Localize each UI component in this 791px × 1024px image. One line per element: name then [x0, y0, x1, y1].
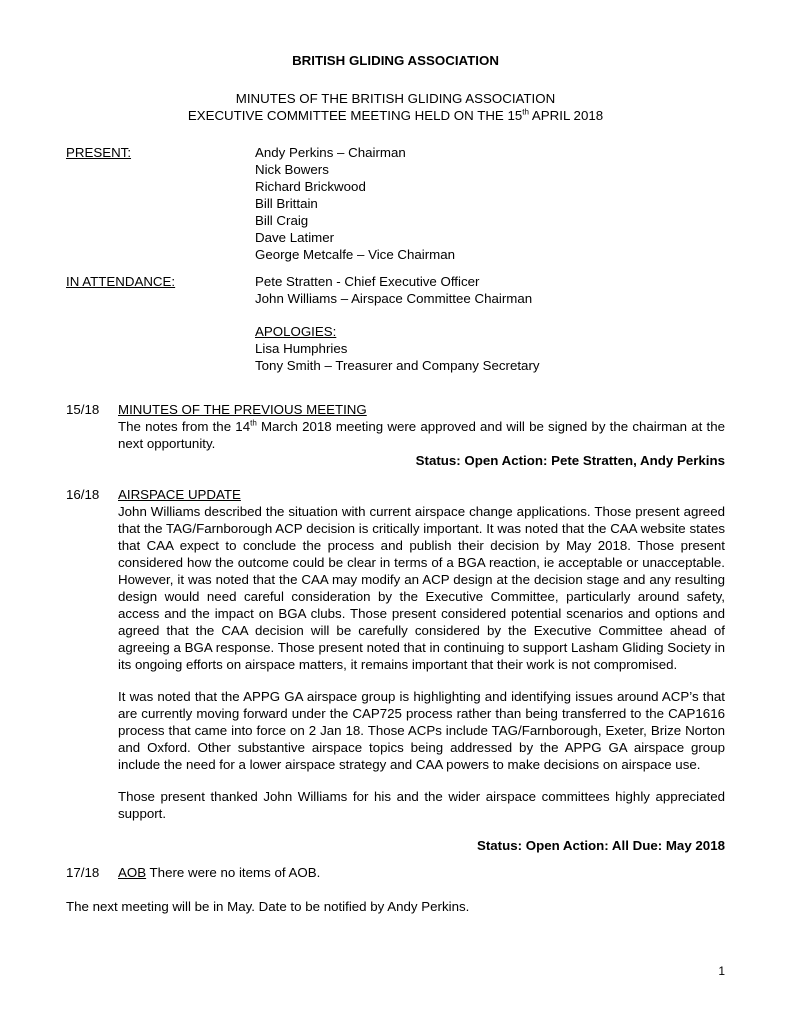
status-line: Status: Open Action: All Due: May 2018: [476, 838, 725, 853]
section-number: 17/18: [66, 865, 100, 880]
closing-line: The next meeting will be in May. Date to be notified by Andy Perkins.: [66, 899, 470, 914]
attendee: Richard Brickwood: [255, 179, 366, 194]
attendee: George Metcalfe – Vice Chairman: [255, 247, 456, 262]
attendee: Bill Craig: [255, 213, 309, 228]
section-16-18: [66, 486, 725, 854]
in-attendance-label: IN ATTENDANCE:: [66, 274, 176, 289]
apologies-group: [66, 323, 725, 374]
in-attendance-names: [255, 273, 725, 307]
ordinal-superscript: th: [250, 418, 257, 428]
present-names: [255, 144, 725, 263]
document-title: BRITISH GLIDING ASSOCIATION: [292, 53, 499, 68]
page-number: 1: [718, 964, 725, 978]
attendee: Tony Smith – Treasurer and Company Secretary: [255, 358, 540, 373]
attendee: John Williams – Airspace Committee Chairman: [255, 291, 533, 306]
apologies-names: [255, 323, 725, 374]
document-subtitle: [66, 90, 725, 124]
attendee: Andy Perkins – Chairman: [255, 145, 406, 160]
section-body: The notes from the 14th March 2018 meeting were approved and will be signed by the chairman at the next opportunity.: [118, 418, 725, 451]
section-15-18: [66, 401, 725, 469]
apologies-label: APOLOGIES:: [255, 324, 337, 339]
subtitle-line-1: MINUTES OF THE BRITISH GLIDING ASSOCIATION: [235, 91, 556, 106]
attendee: Bill Brittain: [255, 196, 318, 211]
section-heading: AOB: [118, 865, 147, 880]
in-attendance-group: [66, 273, 725, 307]
attendance-block: [66, 144, 725, 374]
subtitle-line-2: EXECUTIVE COMMITTEE MEETING HELD ON THE 15th APRIL 2018: [187, 107, 604, 123]
ordinal-superscript: th: [522, 107, 529, 117]
section-number: 16/18: [66, 487, 100, 502]
section-content: [118, 401, 725, 469]
attendee: Nick Bowers: [255, 162, 329, 177]
attendee: Dave Latimer: [255, 230, 335, 245]
present-label: PRESENT:: [66, 145, 132, 160]
status-line: Status: Open Action: Pete Stratten, Andy Perkins: [415, 453, 725, 468]
section-number: 15/18: [66, 402, 100, 417]
section-content: [118, 864, 725, 881]
section-heading: AIRSPACE UPDATE: [118, 487, 241, 502]
attendee: Pete Stratten - Chief Executive Officer: [255, 274, 480, 289]
section-content: [118, 486, 725, 854]
section-paragraph-1: John Williams described the situation with current airspace change applications. Those present agreed that the TAG/Farnborough ACP decision is critically important. It was noted that the CAA website states that CAA expect to conclude the process and publish their decision by May 2018. Those present considered how the outcome could be clear in terms of a BGA reaction, ie acceptable or unacceptable. However, it was noted that the CAA may modify an ACP design at the decision stage and any resulting design would need careful consideration by the Executive Committee, particularly around safety, access and the impact on BGA clubs. Those present considered potential scenarios and options and agreed that the CAA decision will be carefully considered by the Executive Committee ahead of agreeing a BGA response. Those present noted that in continuing to support Lasham Gliding Society in its ongoing efforts on airspace matters, it remains important that their work is not compromised.: [118, 504, 725, 672]
apologies-spacer: [66, 323, 255, 374]
section-heading: MINUTES OF THE PREVIOUS MEETING: [118, 402, 367, 417]
section-17-18: [66, 864, 725, 881]
attendee: Lisa Humphries: [255, 341, 348, 356]
present-group: [66, 144, 725, 263]
section-paragraph-3: Those present thanked John Williams for his and the wider airspace committees highly appreciated support.: [118, 789, 725, 821]
section-paragraph-2: It was noted that the APPG GA airspace group is highlighting and identifying issues around ACP’s that are currently moving forward under the CAP725 process rather than being transferred to the CAP1616 process that came into force on 2 Jan 18. Those ACPs include TAG/Farnborough, Exeter, Brize Norton and Oxford. Other substantive airspace topics being addressed by the APPG GA airspace group include the need for a lower airspace strategy and CAA powers to make decisions on airspace use.: [118, 689, 725, 772]
section-body-inline: There were no items of AOB.: [146, 865, 321, 880]
